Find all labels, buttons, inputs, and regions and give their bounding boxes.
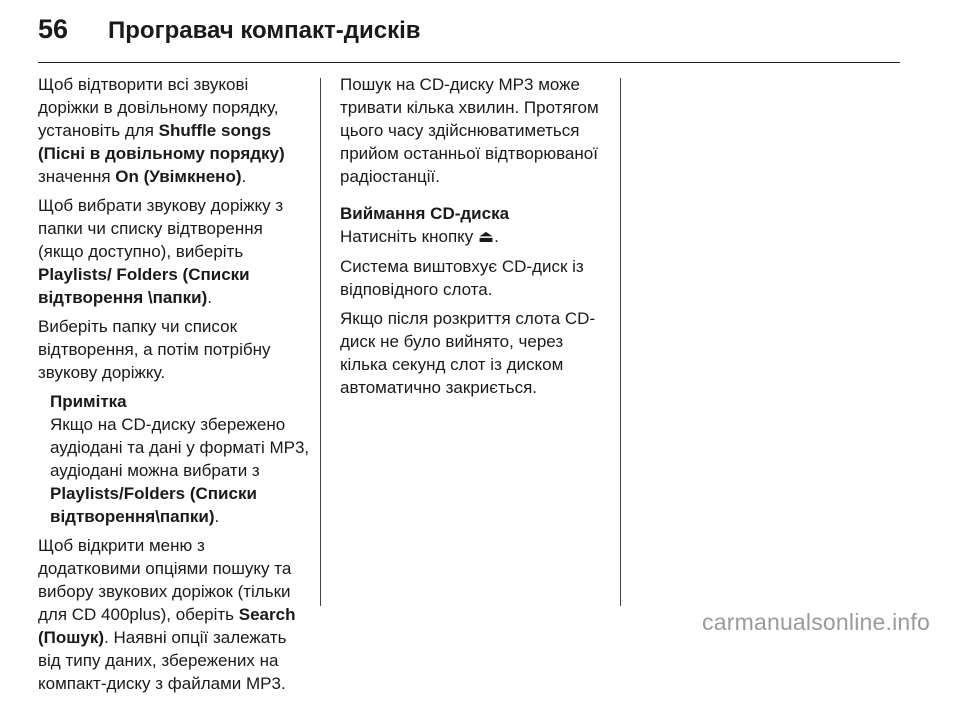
column-divider-left: [320, 78, 321, 606]
note-playlists-option: Playlists/Folders (Списки відтворення\папки): [50, 484, 257, 526]
page-header: [38, 14, 421, 45]
note-block: [50, 390, 310, 528]
playlist-paragraph: Щоб вибрати звукову доріжку з папки чи списку відтворення (якщо доступно), виберіть Playlists/ Folders (Списки відтворення \папки).: [38, 196, 284, 307]
search-paragraph: Щоб відкрити меню з додатковими опціями пошуку та вибору звукових доріжок (тільки для CD 400plus), оберіть Search (Пошук). Наявні опції залежать від типу даних, збережених на компакт-диску з файлами MP3.: [38, 536, 296, 693]
note-text: Якщо на CD-диску збережено аудіодані та дані у форматі MP3, аудіодані можна вибрати з Playlists/Folders (Списки відтворення\папки).: [50, 415, 310, 526]
header-divider: [38, 62, 900, 63]
page-number: 56: [38, 14, 69, 44]
watermark: carmanualsonline.info: [702, 609, 930, 635]
playlists-folders-option: Playlists/ Folders (Списки відтворення \папки): [38, 265, 250, 307]
search-option: Search (Пошук): [38, 605, 296, 647]
note-title: Примітка: [50, 392, 127, 411]
shuffle-paragraph: Щоб відтворити всі звукові доріжки в довільному порядку, установіть для Shuffle songs (Пісні в довільному порядку) значення On (Увімкнено).: [38, 75, 285, 186]
right-column: [340, 73, 615, 405]
auto-close-paragraph: Якщо після розкриття слота CD-диск не було вийнято, через кілька секунд слот із диском автоматично закриється.: [340, 309, 596, 397]
mp3-search-paragraph: Пошук на CD-диску MP3 може тривати кілька хвилин. Протягом цього часу здійснюватиметься прийом останньої відтворюваної радіостанції.: [340, 75, 599, 186]
eject-heading: Виймання CD-диска: [340, 204, 510, 223]
page-title: Програвач компакт-дисків: [108, 17, 421, 44]
eject-icon: ⏏: [478, 227, 495, 247]
on-value: On (Увімкнено): [115, 167, 242, 186]
eject-result-paragraph: Система виштовхує CD-диск із відповідного слота.: [340, 257, 584, 299]
left-column: [38, 73, 310, 701]
press-button-paragraph: Натисніть кнопку ⏏.: [340, 227, 499, 247]
shuffle-songs-option: Shuffle songs (Пісні в довільному порядку): [38, 121, 285, 163]
select-folder-paragraph: Виберіть папку чи список відтворення, а потім потрібну звукову доріжку.: [38, 317, 271, 382]
column-divider-right: [620, 78, 621, 606]
